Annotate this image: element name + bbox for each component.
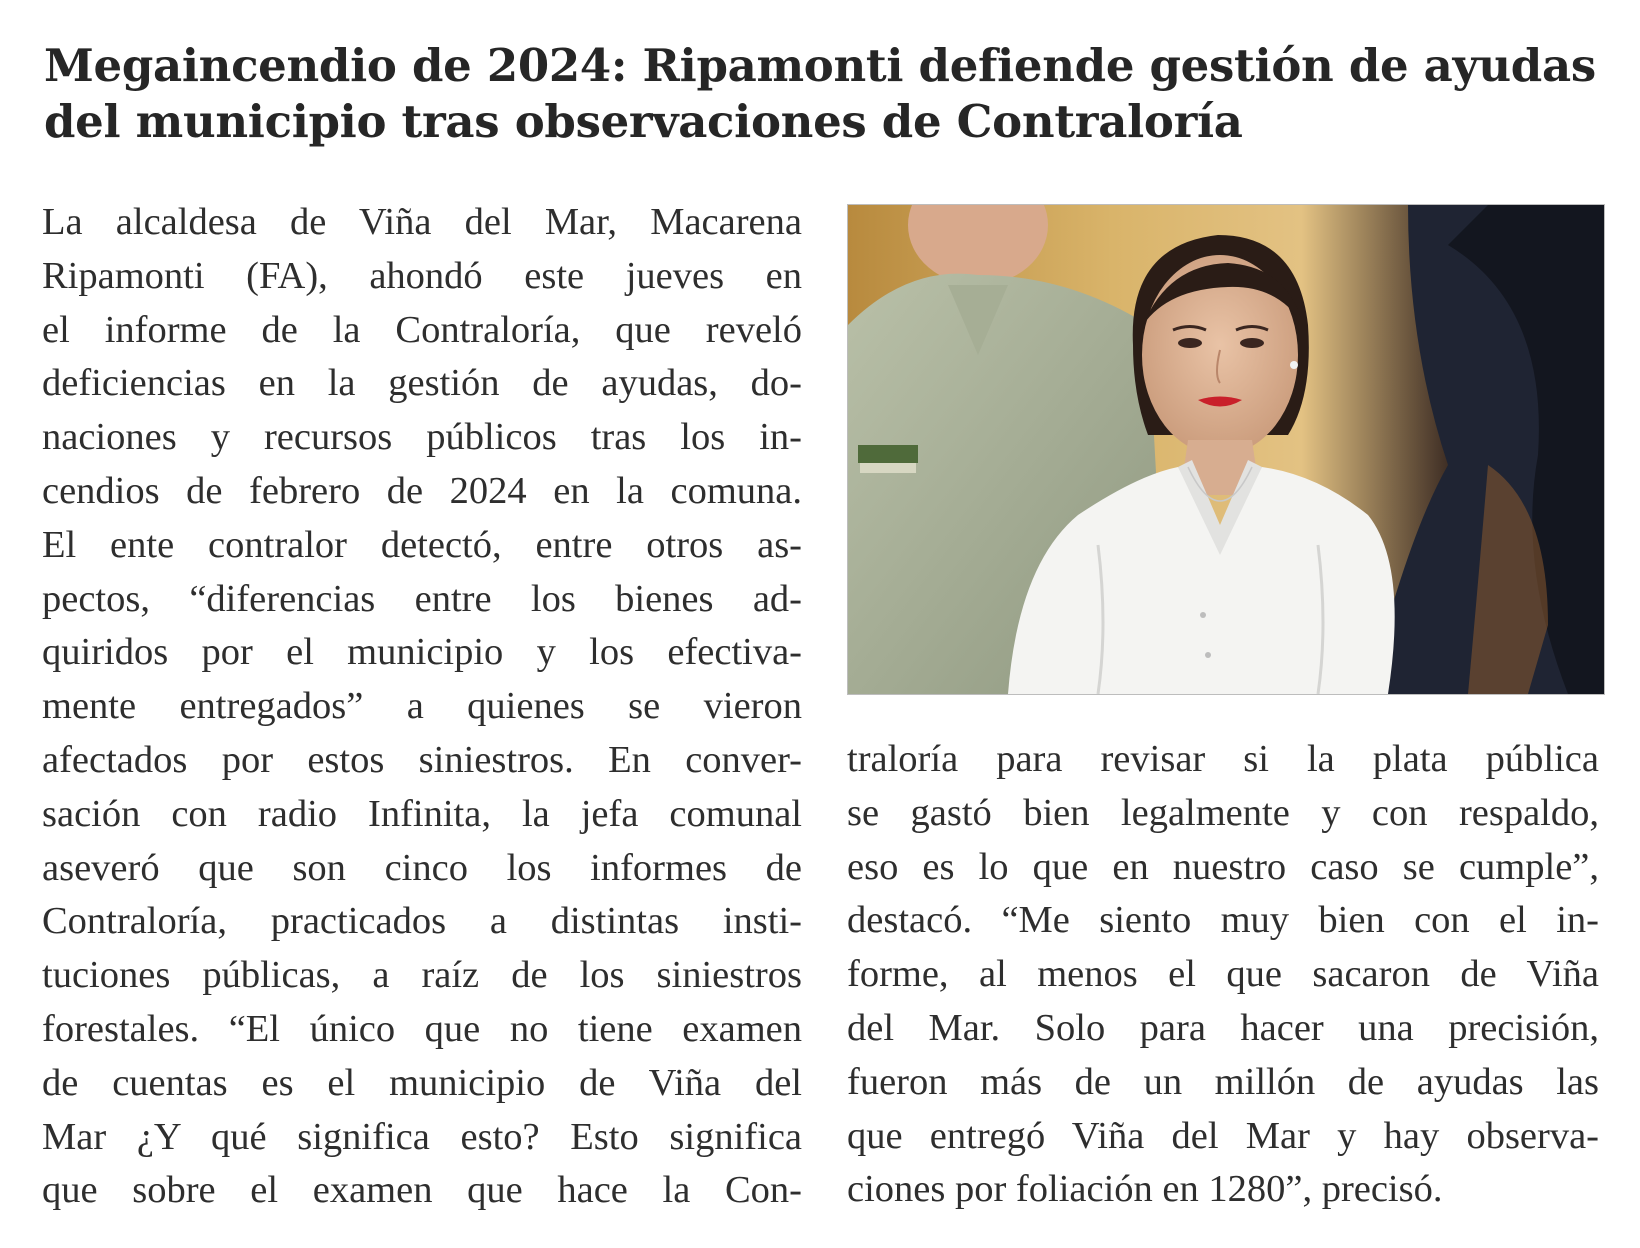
right-column (847, 733, 1599, 1217)
body-line: mente entregados” a quienes se vieron (42, 685, 802, 728)
body-line: traloría para revisar si la plata pública (847, 738, 1599, 780)
body-line: que sobre el examen que hace la Con- (42, 1169, 802, 1212)
body-line: El ente contralor detectó, entre otros as- (42, 523, 802, 566)
body-line: de cuentas es el municipio de Viña del (42, 1061, 802, 1104)
body-line: forestales. “El único que no tiene examen (42, 1007, 802, 1050)
body-line: Mar ¿Y qué significa esto? Esto significa (42, 1115, 802, 1158)
body-line: tuciones públicas, a raíz de los siniestros (42, 954, 802, 997)
body-line: pectos, “diferencias entre los bienes ad- (42, 577, 802, 620)
body-line: forme, al menos el que sacaron de Viña (847, 953, 1599, 996)
body-line: La alcaldesa de Viña del Mar, Macarena (42, 201, 802, 243)
body-line: eso es lo que en nuestro caso se cumple”, (847, 845, 1599, 888)
body-line: sación con radio Infinita, la jefa comunal (42, 792, 802, 835)
photo-illustration (848, 205, 1604, 694)
headline: Megaincendio de 2024: Ripamonti defiende gestión de ayudas del municipio tras observaciones de Contraloría (44, 39, 1596, 148)
body-line: naciones y recursos públicos tras los in- (42, 416, 802, 459)
body-line: se gastó bien legalmente y con respaldo, (847, 791, 1599, 834)
body-line: Contraloría, practicados a distintas insti- (42, 900, 802, 943)
body-line: el informe de la Contraloría, que reveló (42, 308, 802, 351)
body-line: afectados por estos siniestros. En conver- (42, 738, 802, 781)
body-line: fueron más de un millón de ayudas las (847, 1060, 1599, 1103)
body-line: deficiencias en la gestión de ayudas, do- (42, 362, 802, 405)
body-line: destacó. “Me siento muy bien con el in- (847, 899, 1599, 942)
body-line: quiridos por el municipio y los efectiva- (42, 631, 802, 674)
body-line: Ripamonti (FA), ahondó este jueves en (42, 254, 802, 297)
left-column (42, 196, 802, 1218)
body-line: del Mar. Solo para hacer una precisión, (847, 1006, 1599, 1049)
body-line: ciones por foliación en 1280”, precisó. (847, 1168, 1443, 1211)
body-line: que entregó Viña del Mar y hay observa- (847, 1114, 1599, 1157)
article-photo (847, 204, 1605, 695)
body-line: aseveró que son cinco los informes de (42, 846, 802, 889)
body-line: cendios de febrero de 2024 en la comuna. (42, 469, 802, 512)
